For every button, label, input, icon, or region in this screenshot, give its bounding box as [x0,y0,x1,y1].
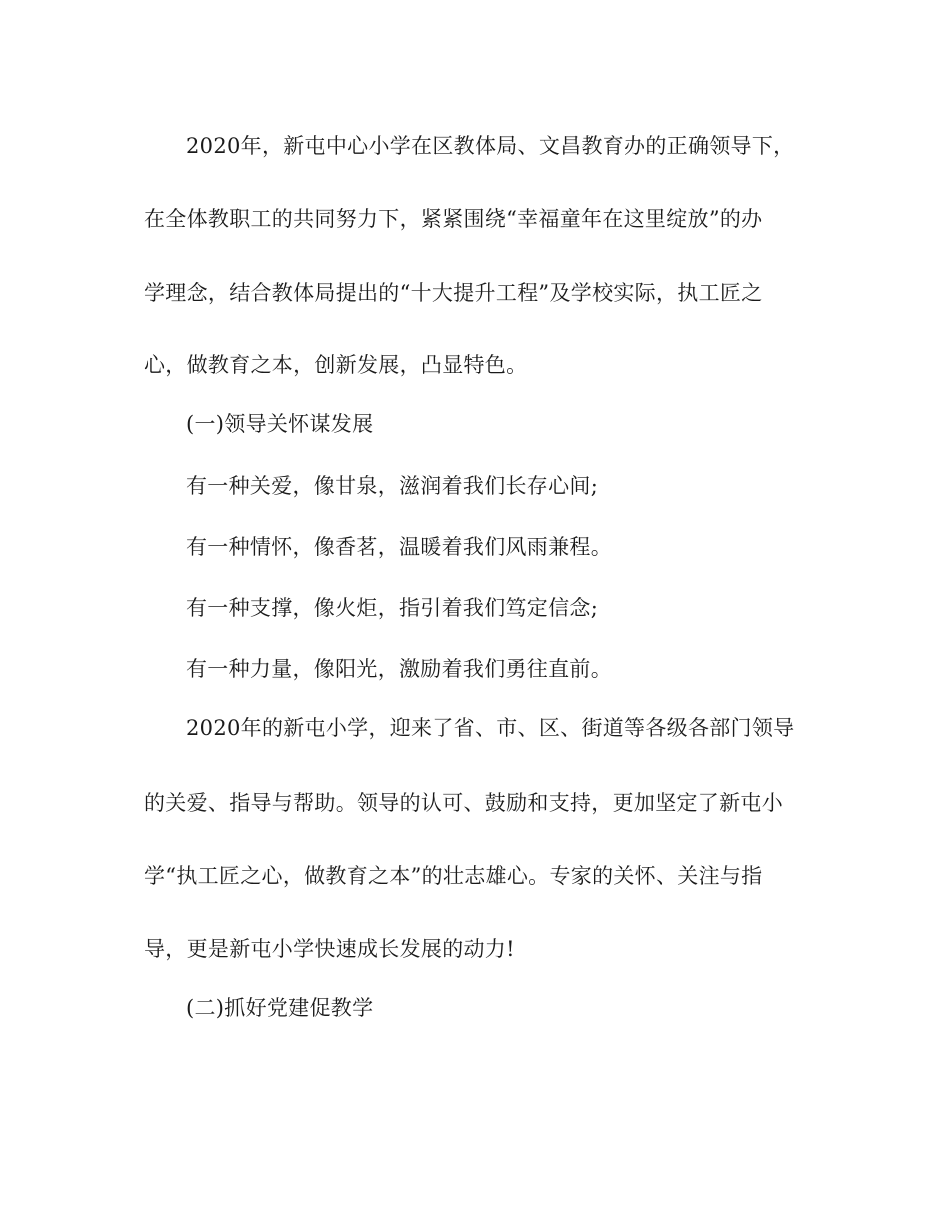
verse-line-4: 有一种力量，像阳光，激励着我们勇往直前。 [186,657,612,681]
paragraph-1-line-4: 心，做教育之本，创新发展，凸显特色。 [144,353,528,377]
verse-line-1: 有一种关爱，像甘泉，滋润着我们长存心间; [186,474,599,498]
paragraph-1-line-2: 在全体教职工的共同努力下，紧紧围绕“幸福童年在这里绽放”的办 [144,207,763,231]
section-heading-2: (二)抓好党建促教学 [186,996,374,1020]
paragraph-2-line-2: 的关爱、指导与帮助。领导的认可、鼓励和支持，更加坚定了新屯小 [144,791,783,815]
paragraph-1-line-1: 2020年，新屯中心小学在区教体局、文昌教育办的正确领导下， [186,134,795,158]
paragraph-1-line-3: 学理念，结合教体局提出的“十大提升工程”及学校实际，执工匠之 [144,281,763,305]
verse-line-2: 有一种情怀，像香茗，温暖着我们风雨兼程。 [186,535,612,559]
section-heading-1: (一)领导关怀谋发展 [186,412,374,436]
paragraph-2-line-1: 2020年的新屯小学，迎来了省、市、区、街道等各级各部门领导 [186,716,795,740]
paragraph-2-line-3: 学“执工匠之心，做教育之本”的壮志雄心。专家的关怀、关注与指 [144,864,763,888]
verse-line-3: 有一种支撑，像火炬，指引着我们笃定信念; [186,596,599,620]
paragraph-2-line-4: 导，更是新屯小学快速成长发展的动力! [144,937,515,961]
